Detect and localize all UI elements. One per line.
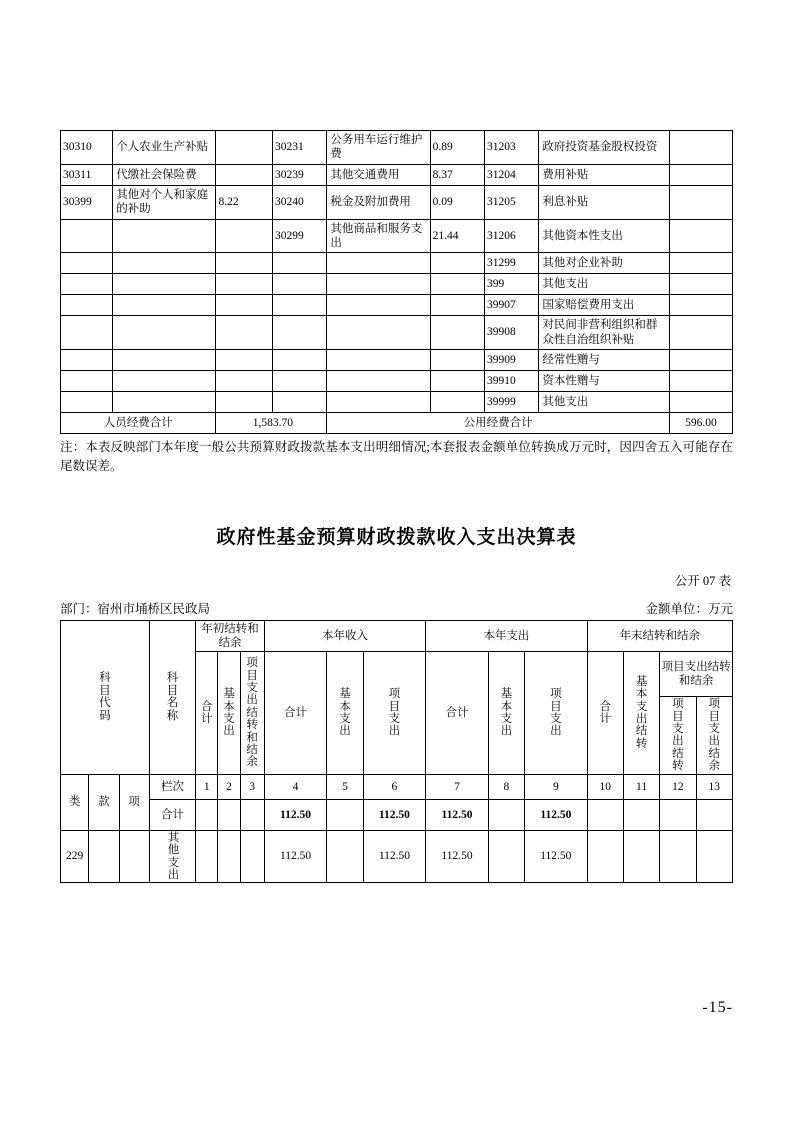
cell-name-3: 资本性赠与 xyxy=(539,371,669,392)
row-total-label: 合计 xyxy=(149,799,195,830)
header-begin-total: 合 计 xyxy=(196,652,218,774)
row-c6: 112.50 xyxy=(363,830,426,883)
totals-row xyxy=(61,413,733,434)
cell-code-3: 31299 xyxy=(485,253,539,274)
header-row-group xyxy=(61,620,733,652)
header-kuan: 款 xyxy=(89,774,119,830)
header-expenditure-group: 本年支出 xyxy=(426,620,587,652)
cell-amount-3 xyxy=(669,253,732,274)
page-number: -15- xyxy=(702,999,733,1016)
table-note: 注：本表反映部门本年度一般公共预算财政拨款基本支出明细情况;本套报表金额单位转换成万元时，因四舍五入可能存在尾数误差。 xyxy=(60,440,733,473)
basic-expenditure-detail-table xyxy=(60,130,733,434)
table-meta xyxy=(60,599,733,617)
cell-amount-2: 0.09 xyxy=(430,185,484,219)
cell-name-3: 其他支出 xyxy=(539,392,669,413)
cell-code-3: 31204 xyxy=(485,164,539,185)
cell-name-3: 经常性赠与 xyxy=(539,350,669,371)
row-total-c8 xyxy=(488,799,524,830)
public-total-label: 公用经费合计 xyxy=(327,413,670,434)
cell-code-2 xyxy=(273,371,327,392)
cell-name-1 xyxy=(113,219,216,253)
cell-code-3: 39910 xyxy=(485,371,539,392)
cell-name-1 xyxy=(113,295,216,316)
amount-unit-label: 金额单位：万元 xyxy=(645,601,733,616)
header-expend-project: 项 目 支 出 xyxy=(525,652,588,774)
cell-name-1: 个人农业生产补贴 xyxy=(113,131,216,165)
cell-code-1 xyxy=(61,274,113,295)
cell-amount-3 xyxy=(669,219,732,253)
col-num-3: 3 xyxy=(240,774,264,799)
cell-amount-2: 21.44 xyxy=(430,219,484,253)
header-end-total: 合 计 xyxy=(587,652,623,774)
cell-amount-1: 8.22 xyxy=(216,185,273,219)
cell-code-2: 30299 xyxy=(273,219,327,253)
row-c13 xyxy=(696,830,732,883)
cell-name-1 xyxy=(113,350,216,371)
cell-code-1 xyxy=(61,350,113,371)
table-row xyxy=(61,274,733,295)
cell-amount-3 xyxy=(669,274,732,295)
header-expend-total: 合计 xyxy=(426,652,489,774)
row-total-c10 xyxy=(587,799,623,830)
cell-name-3: 其他支出 xyxy=(539,274,669,295)
cell-amount-3 xyxy=(669,295,732,316)
cell-code-3: 39907 xyxy=(485,295,539,316)
cell-name-1: 代缴社会保险费 xyxy=(113,164,216,185)
table-row xyxy=(61,295,733,316)
row-total-c12 xyxy=(660,799,696,830)
col-num-13: 13 xyxy=(696,774,732,799)
cell-code-1: 30399 xyxy=(61,185,113,219)
cell-name-3: 对民间非营利组织和群众性自治组织补贴 xyxy=(539,316,669,350)
table-row xyxy=(61,219,733,253)
cell-amount-1 xyxy=(216,131,273,165)
table-row xyxy=(61,392,733,413)
row-total-c7: 112.50 xyxy=(426,799,489,830)
cell-code-2 xyxy=(273,392,327,413)
header-income-total: 合计 xyxy=(264,652,327,774)
cell-amount-3 xyxy=(669,392,732,413)
cell-name-2: 其他交通费用 xyxy=(327,164,430,185)
cell-code-1 xyxy=(61,219,113,253)
header-subject-name: 科 目 名 称 xyxy=(149,620,195,774)
header-income-group: 本年收入 xyxy=(264,620,425,652)
cell-name-2 xyxy=(327,295,430,316)
cell-amount-2 xyxy=(430,350,484,371)
cell-amount-2 xyxy=(430,295,484,316)
col-num-9: 9 xyxy=(525,774,588,799)
col-num-4: 4 xyxy=(264,774,327,799)
col-num-8: 8 xyxy=(488,774,524,799)
cell-name-1 xyxy=(113,371,216,392)
cell-amount-3 xyxy=(669,316,732,350)
row-c11 xyxy=(623,830,659,883)
cell-code-2 xyxy=(273,350,327,371)
cell-name-3: 费用补贴 xyxy=(539,164,669,185)
header-begin-basic: 基 本 支 出 xyxy=(218,652,240,774)
cell-amount-1 xyxy=(216,253,273,274)
cell-amount-3 xyxy=(669,371,732,392)
header-begin-balance-group: 年初结转和结余 xyxy=(196,620,265,652)
cell-amount-2: 8.37 xyxy=(430,164,484,185)
cell-code-3: 31203 xyxy=(485,131,539,165)
cell-name-1 xyxy=(113,253,216,274)
cell-code-3: 39999 xyxy=(485,392,539,413)
table-row xyxy=(61,316,733,350)
table-row-total xyxy=(61,799,733,830)
col-num-10: 10 xyxy=(587,774,623,799)
cell-name-3: 利息补贴 xyxy=(539,185,669,219)
table-row xyxy=(61,830,733,883)
table-row xyxy=(61,131,733,165)
row-total-c13 xyxy=(696,799,732,830)
header-subject-code: 科 目 代 码 xyxy=(61,620,150,774)
cell-amount-1 xyxy=(216,392,273,413)
cell-amount-2 xyxy=(430,371,484,392)
cell-amount-1 xyxy=(216,164,273,185)
cell-code-3: 39909 xyxy=(485,350,539,371)
header-begin-project-carry: 项 目 支 出 结 转 和 结 余 xyxy=(240,652,264,774)
cell-amount-3 xyxy=(669,185,732,219)
cell-name-1 xyxy=(113,392,216,413)
public-total-value: 596.00 xyxy=(669,413,732,434)
table-row xyxy=(61,185,733,219)
row-total-c4: 112.50 xyxy=(264,799,327,830)
cell-code-2: 30239 xyxy=(273,164,327,185)
cell-amount-1 xyxy=(216,274,273,295)
cell-name-2 xyxy=(327,392,430,413)
cell-name-1: 其他对个人和家庭的补助 xyxy=(113,185,216,219)
cell-amount-1 xyxy=(216,316,273,350)
cell-code-1 xyxy=(61,371,113,392)
header-income-project: 项 目 支 出 xyxy=(363,652,426,774)
personnel-total-label: 人员经费合计 xyxy=(61,413,216,434)
page-title: 政府性基金预算财政拨款收入支出决算表 xyxy=(216,526,577,548)
cell-code-2 xyxy=(273,274,327,295)
row-total-c11 xyxy=(623,799,659,830)
detail-rows xyxy=(61,131,733,434)
col-num-6: 6 xyxy=(363,774,426,799)
row-c10 xyxy=(587,830,623,883)
cell-code-1: 30311 xyxy=(61,164,113,185)
row-c5 xyxy=(327,830,363,883)
table-row xyxy=(61,350,733,371)
header-lei: 类 xyxy=(61,774,89,830)
row-total-c3 xyxy=(240,799,264,830)
cell-amount-1 xyxy=(216,371,273,392)
cell-amount-2 xyxy=(430,392,484,413)
row-kuan xyxy=(89,830,119,883)
cell-amount-2 xyxy=(430,274,484,295)
row-c7: 112.50 xyxy=(426,830,489,883)
cell-code-3: 31205 xyxy=(485,185,539,219)
cell-name-2: 税金及附加费用 xyxy=(327,185,430,219)
cell-amount-1 xyxy=(216,295,273,316)
table-row xyxy=(61,164,733,185)
col-num-5: 5 xyxy=(327,774,363,799)
row-total-c1 xyxy=(196,799,218,830)
cell-code-1 xyxy=(61,253,113,274)
col-num-1: 1 xyxy=(196,774,218,799)
row-c4: 112.50 xyxy=(264,830,327,883)
cell-amount-3 xyxy=(669,164,732,185)
cell-name-2 xyxy=(327,316,430,350)
table-row xyxy=(61,253,733,274)
cell-code-2: 30240 xyxy=(273,185,327,219)
row-total-c6: 112.50 xyxy=(363,799,426,830)
row-total-c5 xyxy=(327,799,363,830)
cell-code-2 xyxy=(273,316,327,350)
cell-name-3: 政府投资基金股权投资 xyxy=(539,131,669,165)
cell-code-3: 39908 xyxy=(485,316,539,350)
cell-name-2: 公务用车运行维护费 xyxy=(327,131,430,165)
header-column-label: 栏次 xyxy=(149,774,195,799)
cell-amount-1 xyxy=(216,219,273,253)
government-fund-budget-table xyxy=(60,620,733,884)
cell-name-2: 其他商品和服务支出 xyxy=(327,219,430,253)
header-end-project-group: 项目支出结转和结余 xyxy=(660,652,733,697)
col-num-12: 12 xyxy=(660,774,696,799)
form-number: 公开 07 表 xyxy=(674,573,731,588)
row-subject-name: 其 他 支 出 xyxy=(149,830,195,883)
table-row xyxy=(61,371,733,392)
row-c1 xyxy=(196,830,218,883)
cell-name-2 xyxy=(327,350,430,371)
cell-amount-2: 0.89 xyxy=(430,131,484,165)
row-c12 xyxy=(660,830,696,883)
row-total-c2 xyxy=(218,799,240,830)
header-end-project-carryover: 项 目 支 出 结 转 xyxy=(660,697,696,774)
header-end-balance-group: 年末结转和结余 xyxy=(587,620,732,652)
cell-name-2 xyxy=(327,274,430,295)
row-c8 xyxy=(488,830,524,883)
cell-code-1 xyxy=(61,316,113,350)
cell-name-1 xyxy=(113,274,216,295)
cell-name-3: 其他对企业补助 xyxy=(539,253,669,274)
cell-code-2 xyxy=(273,295,327,316)
cell-amount-3 xyxy=(669,131,732,165)
cell-name-2 xyxy=(327,371,430,392)
row-xiang xyxy=(119,830,149,883)
row-lei: 229 xyxy=(61,830,89,883)
row-c9: 112.50 xyxy=(525,830,588,883)
cell-code-3: 31206 xyxy=(485,219,539,253)
col-num-11: 11 xyxy=(623,774,659,799)
cell-code-3: 399 xyxy=(485,274,539,295)
col-num-7: 7 xyxy=(426,774,489,799)
cell-name-3: 国家赔偿费用支出 xyxy=(539,295,669,316)
cell-amount-1 xyxy=(216,350,273,371)
cell-name-1 xyxy=(113,316,216,350)
cell-name-3: 其他资本性支出 xyxy=(539,219,669,253)
row-total-c9: 112.50 xyxy=(525,799,588,830)
cell-code-1 xyxy=(61,295,113,316)
cell-code-1: 30310 xyxy=(61,131,113,165)
header-end-basic-carry: 基 本 支 出 结 转 xyxy=(623,652,659,774)
cell-code-2 xyxy=(273,253,327,274)
header-income-basic: 基 本 支 出 xyxy=(327,652,363,774)
header-end-project-balance: 项 目 支 出 结 余 xyxy=(696,697,732,774)
cell-code-1 xyxy=(61,392,113,413)
cell-code-2: 30231 xyxy=(273,131,327,165)
header-xiang: 项 xyxy=(119,774,149,830)
cell-amount-2 xyxy=(430,253,484,274)
cell-amount-2 xyxy=(430,316,484,350)
cell-amount-3 xyxy=(669,350,732,371)
row-c2 xyxy=(218,830,240,883)
department-label: 部门：宿州市埇桥区民政局 xyxy=(60,601,211,616)
cell-name-2 xyxy=(327,253,430,274)
col-num-2: 2 xyxy=(218,774,240,799)
column-number-row xyxy=(61,774,733,799)
row-c3 xyxy=(240,830,264,883)
personnel-total-value: 1,583.70 xyxy=(216,413,327,434)
header-expend-basic: 基 本 支 出 xyxy=(488,652,524,774)
